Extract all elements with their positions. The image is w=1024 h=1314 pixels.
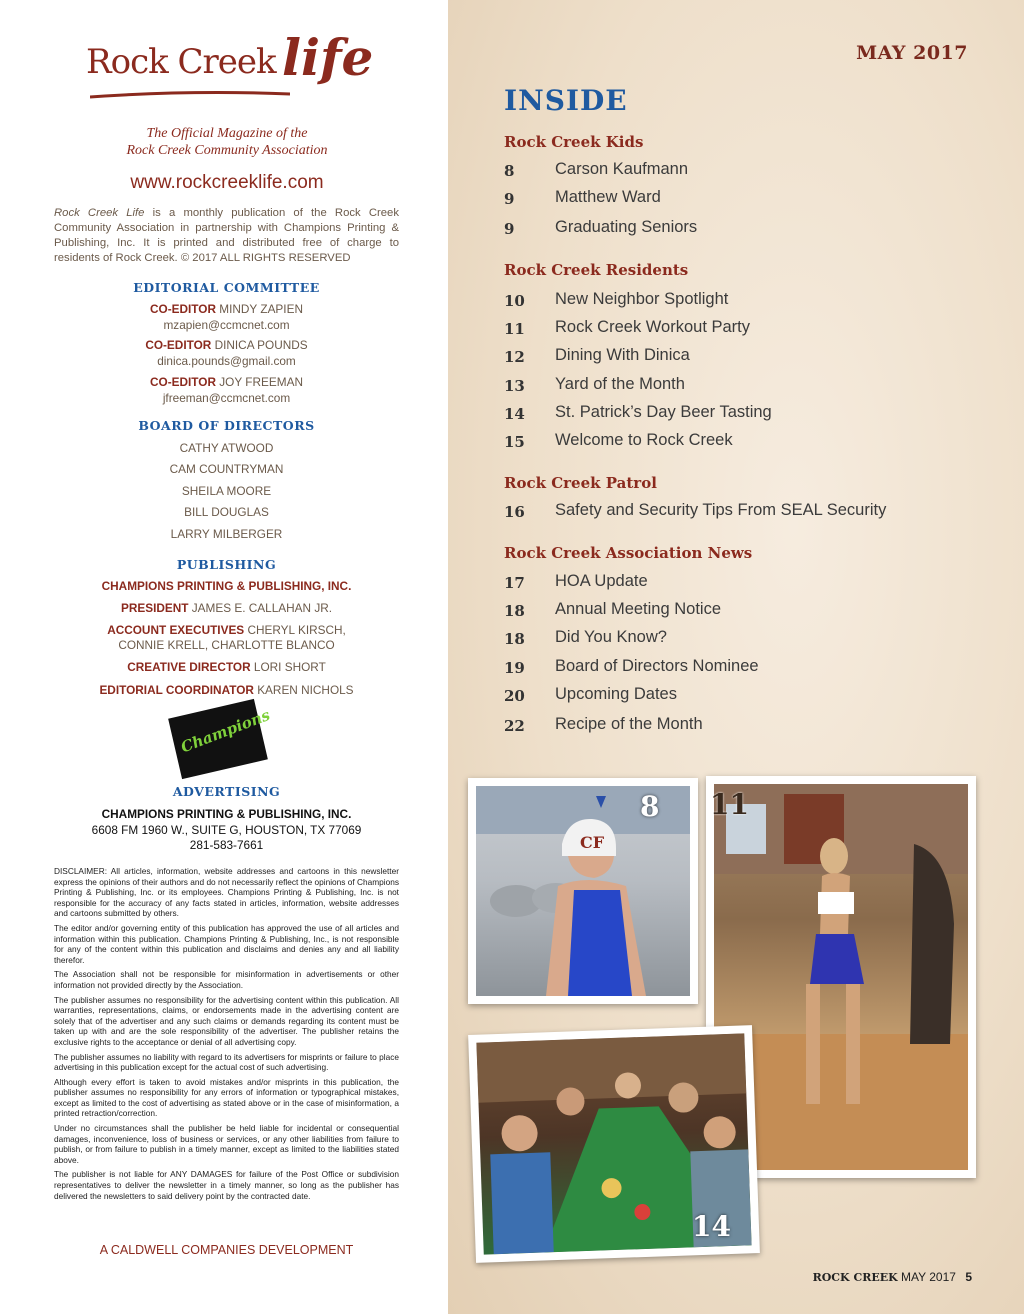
toc-entry[interactable] [504, 433, 1004, 457]
creative-director-line [54, 660, 399, 674]
contents-panel [448, 0, 1024, 1314]
toc-page: 9 [504, 220, 515, 238]
toc-entry[interactable] [504, 320, 1004, 344]
disclaimer-paragraph: The Association shall not be responsible for misinformation in advertisements or other information not provided directly by the Association. [54, 969, 399, 990]
toc-entry[interactable] [504, 687, 1004, 711]
section-heading-association-news: Rock Creek Association News [504, 544, 753, 562]
toc-entry[interactable] [504, 405, 1004, 429]
toc-page: 22 [504, 717, 525, 735]
editor-name: JOY FREEMAN [219, 375, 303, 389]
publishing-company [54, 579, 399, 593]
toc-title: HOA Update [555, 572, 648, 590]
editor-line [54, 375, 399, 389]
champions-logo [168, 699, 273, 779]
toc-page: 18 [504, 630, 525, 648]
masthead-column [0, 0, 448, 1314]
section-heading-patrol: Rock Creek Patrol [504, 474, 657, 492]
disclaimer-paragraph: The publisher assumes no responsibility for the advertising content within this publication. All warranties, representations, claims, or endorsements made in the advertising content are solely that of the advertiser and any such claims or demands regarding its content must be taken up with and are the sole responsibility of the advertiser. The publisher retains the exclusive rights to the acceptance or denial of all advertising copy. [54, 994, 399, 1047]
toc-title: Yard of the Month [555, 375, 685, 393]
editor-email[interactable]: mzapien@ccmcnet.com [163, 318, 290, 332]
intro-publication-name: Rock Creek Life [54, 207, 145, 219]
disclaimer-paragraph: Although every effort is taken to avoid mistakes and/or misprints in this publication, the publisher assumes no responsibility for any errors of information or typographical mistakes, except as limited to the cost of advertising as stated above or in the case of misinformation, a printed retraction/correction. [54, 1076, 399, 1119]
ec-name: KAREN NICHOLS [257, 683, 354, 697]
publishing-company-name: CHAMPIONS PRINTING & PUBLISHING, INC. [101, 579, 352, 593]
ec-role: EDITORIAL COORDINATOR [99, 683, 254, 697]
toc-title: Board of Directors Nominee [555, 657, 759, 675]
toc-title: Recipe of the Month [555, 715, 703, 733]
logo-swoosh-icon [90, 90, 290, 100]
issue-date: MAY 2017 [856, 42, 968, 64]
toc-page: 17 [504, 574, 525, 592]
board-member: LARRY MILBERGER [170, 527, 283, 541]
champions-logo-text: Champions [178, 705, 273, 757]
rock-creek-life-logo [86, 28, 376, 108]
editor-name: DINICA POUNDS [214, 338, 308, 352]
advertising-company-name: CHAMPIONS PRINTING & PUBLISHING, INC. [101, 807, 352, 821]
toc-entry[interactable] [504, 292, 1004, 316]
footer-month: MAY 2017 [901, 1270, 956, 1284]
svg-text:CF: CF [580, 833, 605, 852]
toc-entry[interactable] [504, 162, 1004, 186]
advertising-address: 6608 FM 1960 W., SUITE G, HOUSTON, TX 77069 [91, 823, 362, 837]
toc-title: Did You Know? [555, 628, 667, 646]
toc-title: Graduating Seniors [555, 218, 698, 236]
logo-text: Rock Creek [86, 42, 276, 82]
advertising-company [54, 807, 399, 821]
toc-page: 19 [504, 659, 525, 677]
president-name: JAMES E. CALLAHAN JR. [191, 601, 333, 615]
toc-entry[interactable] [504, 659, 1004, 683]
editor-role: CO-EDITOR [145, 338, 212, 352]
toc-title: Safety and Security Tips From SEAL Security [555, 501, 887, 519]
swimmer-page-number: 8 [640, 790, 660, 823]
disclaimer-paragraph: The publisher is not liable for ANY DAMAGES for failure of the Post Office or subdivision representatives to deliver the newsletter in a timely manner, so long as the publisher has delivered the newsletters to said delivery point by the contracted date. [54, 1169, 399, 1201]
editor-line [54, 302, 399, 316]
editorial-committee-heading: EDITORIAL COMMITTEE [133, 280, 320, 295]
toc-title: Annual Meeting Notice [555, 600, 722, 618]
toc-page: 10 [504, 292, 525, 310]
swimmer-photo[interactable] [468, 778, 698, 1004]
board-member: BILL DOUGLAS [184, 505, 269, 519]
intro-text: is a monthly publication of the Rock Creek Community Association in partnership with Champions Printing & Publishing, Inc. It is printed and distributed free of charge to residents of Rock Creek. © 2017 ALL RIGHTS RESERVED [54, 207, 399, 264]
board-member: SHEILA MOORE [181, 484, 272, 498]
toc-entry[interactable] [504, 574, 1004, 598]
caldwell-development: A CALDWELL COMPANIES DEVELOPMENT [99, 1243, 354, 1257]
toc-entry[interactable] [504, 220, 1004, 244]
toc-title: Rock Creek Workout Party [555, 318, 751, 336]
president-line [54, 601, 399, 615]
website-link[interactable]: www.rockcreeklife.com [130, 172, 324, 193]
toc-title: Welcome to Rock Creek [555, 431, 733, 449]
editor-name: MINDY ZAPIEN [219, 302, 303, 316]
editor-email[interactable]: dinica.pounds@gmail.com [157, 354, 296, 368]
toc-title: Dining With Dinica [555, 346, 690, 364]
board-member: CATHY ATWOOD [179, 441, 274, 455]
toc-page: 18 [504, 602, 525, 620]
advertising-phone: 281-583-7661 [189, 838, 264, 852]
toc-title: New Neighbor Spotlight [555, 290, 729, 308]
inside-heading: INSIDE [504, 84, 628, 117]
toc-page: 11 [504, 320, 525, 338]
disclaimer-paragraph: The editor and/or governing entity of this publication has approved the use of all articles and information within this publication. Champions Printing & Publishing, Inc., is not responsible for any of the content within this publication and disclaims and denies any and all liability therefor. [54, 922, 399, 965]
footer-page-number: 5 [965, 1270, 972, 1284]
tagline-line-2: Rock Creek Community Association [126, 143, 328, 158]
disclaimer [54, 866, 399, 1205]
section-heading-residents: Rock Creek Residents [504, 261, 689, 279]
disclaimer-paragraph: The publisher assumes no liability with regard to its advertisers for misprints or failure to place advertising in this publication except for the actual cost of such advertising. [54, 1051, 399, 1073]
toc-title: St. Patrick’s Day Beer Tasting [555, 403, 772, 421]
ae-names: CHERYL KIRSCH, [247, 623, 346, 637]
disclaimer-paragraph: Under no circumstances shall the publisher be held liable for incidental or consequential damages, inconvenience, loss of business or services, or any other liabilities from failure to publish, or from failure to publish in a timely manner, except as limited to the liabilities stated above. [54, 1123, 399, 1165]
publishing-heading: PUBLISHING [176, 557, 277, 572]
toc-page: 9 [504, 190, 515, 208]
toc-page: 15 [504, 433, 525, 451]
toc-entry[interactable] [504, 503, 1004, 527]
page-footer [813, 1270, 972, 1284]
board-heading: BOARD OF DIRECTORS [138, 418, 315, 433]
cd-name: LORI SHORT [253, 660, 326, 674]
toc-entry[interactable] [504, 602, 1004, 626]
toc-page: 13 [504, 377, 525, 395]
editor-role: CO-EDITOR [150, 375, 216, 389]
disclaimer-paragraph: DISCLAIMER: All articles, information, website addresses and cartoons in this newsletter express the opinions of their authors and do not necessarily reflect the opinions of Champions Printing & Publishing, Inc. or its employees. Champions Printing & Publishing, Inc. is not responsible for the accuracy of any facts stated in articles, information, website addresses and cartoons submitted by others. [54, 866, 399, 919]
account-executives-line [54, 623, 399, 637]
workout-page-number: 11 [710, 788, 749, 821]
toc-title: Matthew Ward [555, 188, 661, 206]
toc-page: 20 [504, 687, 525, 705]
editor-role: CO-EDITOR [150, 302, 216, 316]
account-executives-names: CONNIE KRELL, CHARLOTTE BLANCO [118, 638, 335, 652]
toc-entry[interactable] [504, 717, 1004, 741]
toc-entry[interactable] [504, 630, 1004, 654]
advertising-heading: ADVERTISING [172, 784, 281, 799]
toc-page: 12 [504, 348, 525, 366]
board-member: CAM COUNTRYMAN [169, 462, 284, 476]
tagline-line-1: The Official Magazine of the [146, 126, 308, 141]
toc-title: Carson Kaufmann [555, 160, 688, 178]
party-page-number: 14 [692, 1210, 731, 1243]
footer-brand: ROCK CREEK [812, 1271, 898, 1284]
toc-entry[interactable] [504, 377, 1004, 401]
toc-page: 16 [504, 503, 525, 521]
cd-role: CREATIVE DIRECTOR [127, 660, 251, 674]
toc-entry[interactable] [504, 348, 1004, 372]
section-heading-kids: Rock Creek Kids [504, 133, 644, 151]
editor-email[interactable]: jfreeman@ccmcnet.com [162, 391, 291, 405]
ae-role: ACCOUNT EXECUTIVES [107, 623, 245, 637]
president-role: PRESIDENT [120, 601, 189, 615]
toc-title: Upcoming Dates [555, 685, 677, 703]
logo-script: life [282, 28, 374, 87]
editorial-coordinator-line [54, 683, 399, 697]
intro-paragraph [54, 206, 399, 266]
toc-entry[interactable] [504, 190, 1004, 214]
toc-page: 14 [504, 405, 525, 423]
editor-line [54, 338, 399, 352]
toc-page: 8 [504, 162, 515, 180]
